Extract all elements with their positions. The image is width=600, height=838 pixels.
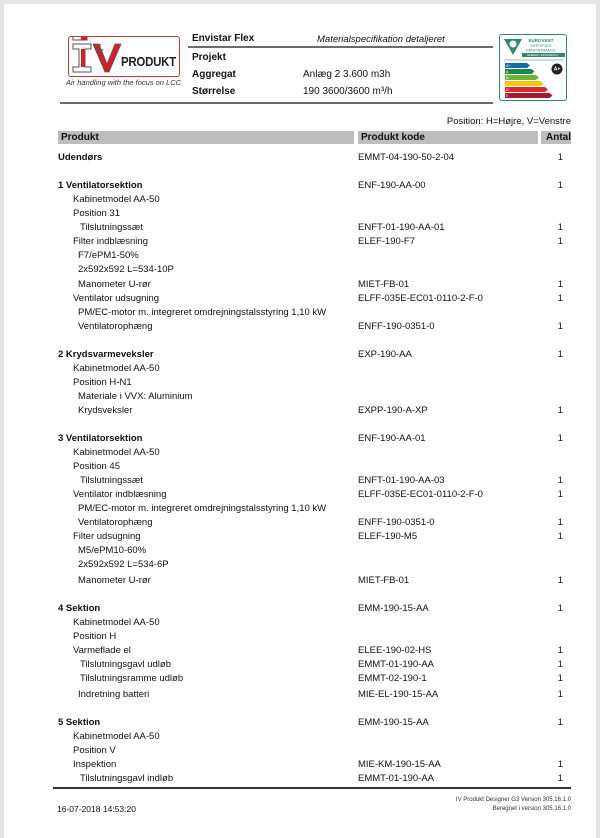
product-name-cell: 2 Krydsvarmeveksler [58, 349, 154, 360]
product-code-cell: ELEF-190-M5 [358, 531, 418, 542]
product-name-cell: Tilslutningssæt [80, 222, 144, 233]
product-code-cell: ELEE-190-02-HS [358, 645, 432, 656]
product-name-cell: Tilslutningsgavl udløb [80, 659, 171, 670]
table-row [0, 673, 592, 687]
header-divider-top [188, 46, 493, 48]
quantity-cell: 1 [557, 689, 563, 700]
table-row [0, 531, 592, 545]
product-name-cell: Kabinetmodel AA-50 [73, 363, 160, 374]
quantity-cell: 1 [557, 349, 563, 360]
quantity-cell: 1 [557, 236, 563, 247]
product-name-cell: Tilslutningsgavl indløb [80, 773, 174, 784]
table-row [0, 222, 592, 236]
column-header-qty: Antal [546, 132, 571, 143]
product-code-cell: EXP-190-AA [358, 349, 412, 360]
energy-class-label: C [506, 82, 509, 86]
product-name-cell: Position 31 [73, 208, 121, 219]
product-code-cell: ELFF-035E-EC01-0110-2-F-0 [358, 293, 483, 304]
product-name-cell: Ventilator indblæsning [73, 489, 167, 500]
header-divider-bottom [60, 102, 493, 104]
product-name-cell: 4 Sektion [58, 603, 101, 614]
energy-class-label: E [506, 94, 509, 98]
product-name-cell: PM/EC-motor m. integreret omdrejningstalsstyring 1,10 kW [78, 307, 327, 318]
table-row [0, 391, 592, 405]
table-row [0, 489, 592, 503]
quantity-cell: 1 [557, 433, 563, 444]
table-row [0, 194, 592, 208]
product-name-cell: Filter indblæsning [73, 236, 148, 247]
table-row [0, 461, 592, 475]
product-code-cell: ELEF-190-F7 [358, 236, 416, 247]
table-row [0, 745, 592, 759]
product-code-cell: EMMT-01-190-AA [358, 773, 435, 784]
table-row [0, 433, 592, 447]
product-code-cell: ENF-190-AA-00 [358, 180, 426, 191]
logo-brand-text: PRODUKT [121, 55, 176, 69]
product-code-cell: ENFF-190-0351-0 [358, 517, 435, 528]
product-code-cell: ENFT-01-190-AA-01 [358, 222, 445, 233]
energy-class-label: B [506, 76, 509, 80]
quantity-cell: 1 [557, 659, 563, 670]
product-name-cell: 5 Sektion [58, 717, 101, 728]
product-code-cell: MIET-FB-01 [358, 575, 410, 586]
table-row [0, 405, 592, 419]
eurovent-brand: EUROVENT [528, 38, 554, 43]
column-header-product: Produkt [61, 132, 99, 143]
eurovent-energy-label [500, 35, 567, 101]
table-row [0, 208, 592, 222]
table-row [0, 152, 592, 166]
energy-class-label: A [506, 70, 509, 74]
eurovent-performance: PERFORMANCE [526, 48, 556, 53]
product-name-cell: F7/ePM1-50% [78, 250, 139, 261]
table-row [0, 475, 592, 489]
eurovent-energy-efficiency: ENERGY EFFICIENCY [527, 53, 559, 58]
table-row [0, 689, 592, 703]
document-title: Materialspecifikation detaljeret [317, 34, 445, 45]
product-name-cell: 1 Ventilatorsektion [58, 180, 143, 191]
document-page [4, 4, 596, 838]
table-row [0, 575, 592, 589]
table-row [0, 377, 592, 391]
product-name-cell: 3 Ventilatorsektion [58, 433, 143, 444]
table-row [0, 559, 592, 573]
product-name-cell: Ventilatorophæng [78, 321, 153, 332]
product-name-cell: Filter udsugning [73, 531, 141, 542]
column-header-code: Produkt kode [361, 132, 425, 143]
table-row [0, 279, 592, 293]
product-name-cell: Manometer U-rør [78, 279, 151, 290]
product-name-cell: Ventilatorophæng [78, 517, 153, 528]
product-name-cell: PM/EC-motor m. integreret omdrejningstalsstyring 1,10 kW [78, 503, 327, 514]
table-row [0, 250, 592, 264]
energy-class-bar [505, 81, 544, 86]
quantity-cell: 1 [557, 489, 563, 500]
energy-class-bar [505, 69, 535, 74]
field-label-projekt: Projekt [192, 52, 226, 63]
table-row [0, 545, 592, 559]
quantity-cell: 1 [557, 180, 563, 191]
table-row [0, 645, 592, 659]
table-row [0, 603, 592, 617]
product-name-cell: Kabinetmodel AA-50 [73, 194, 160, 205]
product-code-cell: EMM-190-15-AA [358, 717, 429, 728]
table-row [0, 617, 592, 631]
product-code-cell: EMMT-02-190-1 [358, 673, 427, 684]
print-timestamp: 16-07-2018 14:53:20 [57, 804, 136, 814]
table-row [0, 773, 592, 787]
product-code-cell: MIE-KM-190-15-AA [358, 759, 441, 770]
quantity-cell: 1 [557, 517, 563, 528]
energy-class-bars [505, 63, 553, 98]
product-code-cell: ELFF-035E-EC01-0110-2-F-0 [358, 489, 483, 500]
product-code-cell: EMMT-04-190-50-2-04 [358, 152, 455, 163]
position-legend: Position: H=Højre, V=Venstre [446, 116, 571, 127]
quantity-cell: 1 [557, 645, 563, 656]
product-name-cell: Position 45 [73, 461, 121, 472]
product-code-cell: MIET-FB-01 [358, 279, 410, 290]
table-row [0, 321, 592, 335]
version-calculated: Beregnet i version 305.16.1.0 [492, 806, 571, 812]
product-name: Envistar Flex [192, 33, 255, 44]
product-code-cell: ENFT-01-190-AA-03 [358, 475, 445, 486]
product-name-cell: M5/ePM10-60% [78, 545, 147, 556]
quantity-cell: 1 [557, 603, 563, 614]
quantity-cell: 1 [557, 575, 563, 586]
product-name-cell: Udendørs [58, 152, 103, 163]
product-name-cell: Position H [73, 631, 117, 642]
product-code-cell: EMMT-01-190-AA [358, 659, 435, 670]
eurovent-certified: CERTIFIED [530, 43, 552, 48]
table-row [0, 293, 592, 307]
quantity-cell: 1 [557, 405, 563, 416]
product-name-cell: Tilslutningsramme udløb [80, 673, 184, 684]
table-row [0, 307, 592, 321]
eurovent-certified-logo [499, 34, 567, 101]
product-name-cell: Ventilator udsugning [73, 293, 160, 304]
energy-class-bar [505, 93, 553, 98]
table-row [0, 631, 592, 645]
quantity-cell: 1 [557, 279, 563, 290]
product-name-cell: 2x592x592 L=534-10P [78, 264, 174, 275]
product-name-cell: Inspektion [73, 759, 117, 770]
product-code-cell: ENF-190-AA-01 [358, 433, 426, 444]
quantity-cell: 1 [557, 717, 563, 728]
product-code-cell: ENFF-190-0351-0 [358, 321, 435, 332]
field-value-storrelse: 190 3600/3600 m³/h [303, 86, 393, 97]
quantity-cell: 1 [557, 152, 563, 163]
quantity-cell: 1 [557, 759, 563, 770]
energy-class-bar [505, 87, 548, 92]
table-row [0, 180, 592, 194]
quantity-cell: 1 [557, 321, 563, 332]
product-name-cell: Manometer U-rør [78, 575, 151, 586]
table-row [0, 517, 592, 531]
field-label-storrelse: Størrelse [192, 86, 236, 97]
product-code-cell: EMM-190-15-AA [358, 603, 429, 614]
quantity-cell: 1 [557, 475, 563, 486]
field-value-aggregat: Anlæg 2 3.600 m3h [303, 69, 391, 80]
table-row [0, 447, 592, 461]
table-row [0, 731, 592, 745]
quantity-cell: 1 [557, 293, 563, 304]
product-name-cell: Kabinetmodel AA-50 [73, 617, 160, 628]
table-row [0, 659, 592, 673]
table-row [0, 264, 592, 278]
product-name-cell: 2x592x592 L=534-6P [78, 559, 169, 570]
product-name-cell: Kabinetmodel AA-50 [73, 447, 160, 458]
product-name-cell: Kabinetmodel AA-50 [73, 731, 160, 742]
footer-divider [53, 787, 571, 789]
product-code-cell: MIE-EL-190-15-AA [358, 689, 439, 700]
table-row [0, 717, 592, 731]
quantity-cell: 1 [557, 673, 563, 684]
product-name-cell: Krydsveksler [78, 405, 133, 416]
product-name-cell: Varmeflade el [73, 645, 131, 656]
energy-class-label: D [506, 88, 509, 92]
logo-tagline: Air handling with the focus on LCC [66, 78, 182, 87]
energy-class-label: A+ [506, 64, 511, 68]
table-row [0, 363, 592, 377]
quantity-cell: 1 [557, 531, 563, 542]
table-row [0, 503, 592, 517]
product-name-cell: Tilslutningssæt [80, 475, 144, 486]
product-name-cell: Position V [73, 745, 116, 756]
table-row [0, 236, 592, 250]
product-code-cell: EXPP-190-A-XP [358, 405, 428, 416]
product-name-cell: Materiale i VVX: Aluminium [78, 391, 193, 402]
version-designer: IV Produkt Designer G3 Version 305.16.1.0 [455, 797, 571, 803]
eurovent-rating-badge: A+ [553, 66, 561, 73]
field-label-aggregat: Aggregat [192, 69, 236, 80]
table-row [0, 349, 592, 363]
quantity-cell: 1 [557, 222, 563, 233]
product-name-cell: Position H-N1 [73, 377, 132, 388]
table-row [0, 759, 592, 773]
column-header-bar-product [58, 131, 354, 144]
product-name-cell: Indretning batteri [78, 689, 150, 700]
quantity-cell: 1 [557, 773, 563, 784]
energy-class-bar [505, 75, 539, 80]
